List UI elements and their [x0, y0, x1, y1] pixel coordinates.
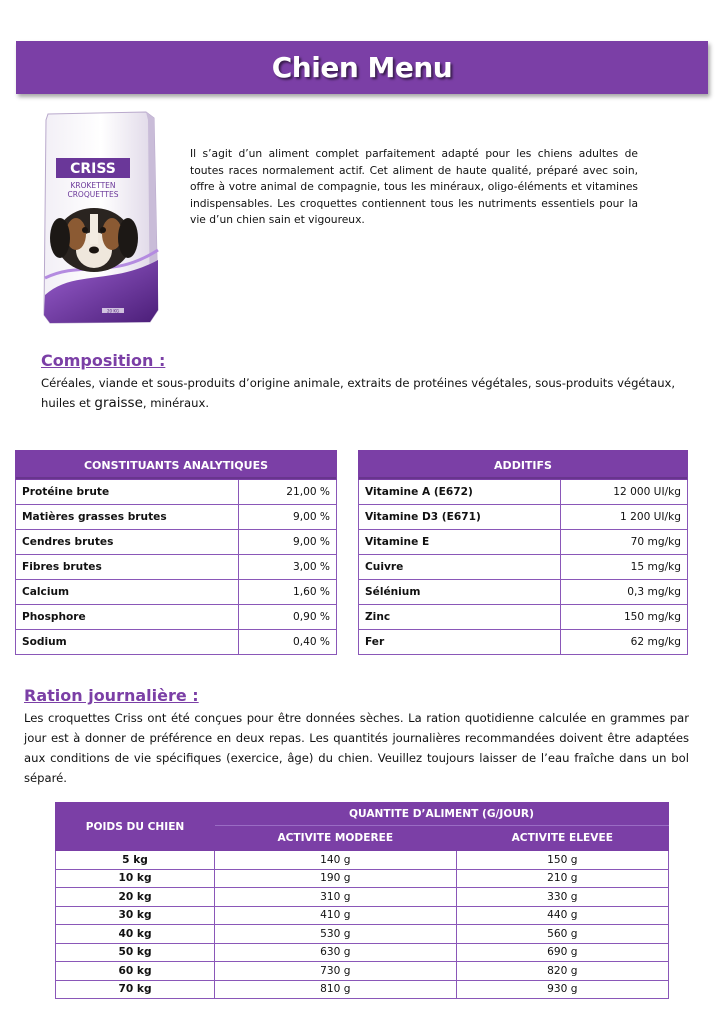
table-row [56, 925, 669, 944]
row-label: Fer [359, 630, 561, 655]
high-quantity-cell: 150 g [456, 851, 668, 870]
row-value: 21,00 % [239, 480, 337, 505]
table-row [359, 530, 688, 555]
bag-weight: 20 KG [106, 308, 120, 314]
table-row [359, 580, 688, 605]
row-value: 62 mg/kg [561, 630, 688, 655]
moderate-quantity-cell: 310 g [215, 888, 457, 907]
table-row [56, 906, 669, 925]
intro-paragraph: Il s’agit d’un aliment complet parfaitement adapté pour les chiens adultes de toutes races normalement actif. Cet aliment de haute qualité, préparé avec soin, offre à votre animal de compagnie, tous les minéraux, oligo-éléments et vitamines indispensables. Les croquettes contiennent tous les nutriments essentiels pour la vie d’un chien sain et vigoureux. [190, 147, 638, 226]
table-row [359, 480, 688, 505]
row-value: 1 200 UI/kg [561, 505, 688, 530]
row-value: 0,90 % [239, 605, 337, 630]
table-row [359, 505, 688, 530]
moderate-quantity-cell: 810 g [215, 980, 457, 999]
high-quantity-cell: 820 g [456, 962, 668, 981]
dog-weight-header: POIDS DU CHIEN [56, 803, 215, 851]
row-value: 150 mg/kg [561, 605, 688, 630]
table-row [359, 555, 688, 580]
row-label: Cuivre [359, 555, 561, 580]
moderate-quantity-cell: 410 g [215, 906, 457, 925]
row-value: 3,00 % [239, 555, 337, 580]
table-row [16, 555, 337, 580]
high-quantity-cell: 690 g [456, 943, 668, 962]
ration-heading: Ration journalière : [24, 686, 199, 705]
bag-brand: CRISS [70, 161, 116, 177]
page-title: Chien Menu [271, 51, 453, 84]
bag-line2: CROQUETTES [67, 190, 119, 199]
moderate-quantity-cell: 140 g [215, 851, 457, 870]
analytical-header: CONSTITUANTS ANALYTIQUES [16, 451, 337, 480]
row-label: Vitamine A (E672) [359, 480, 561, 505]
table-row [56, 943, 669, 962]
table-row [16, 530, 337, 555]
row-label: Cendres brutes [16, 530, 239, 555]
row-value: 9,00 % [239, 505, 337, 530]
table-row [359, 630, 688, 655]
high-quantity-cell: 560 g [456, 925, 668, 944]
row-label: Zinc [359, 605, 561, 630]
composition-text-part1: Céréales, viande et sous-produits d’origine animale, extraits de protéines végétales, sous-produits végétaux, huiles et [41, 376, 676, 410]
high-quantity-cell: 330 g [456, 888, 668, 907]
row-label: Phosphore [16, 605, 239, 630]
row-value: 0,3 mg/kg [561, 580, 688, 605]
row-label: Calcium [16, 580, 239, 605]
dog-weight-cell: 10 kg [56, 869, 215, 888]
high-quantity-cell: 210 g [456, 869, 668, 888]
high-quantity-cell: 440 g [456, 906, 668, 925]
dog-weight-cell: 40 kg [56, 925, 215, 944]
table-row [16, 580, 337, 605]
table-row [56, 888, 669, 907]
dog-weight-cell: 50 kg [56, 943, 215, 962]
table-row [359, 605, 688, 630]
table-row [56, 980, 669, 999]
row-label: Vitamine D3 (E671) [359, 505, 561, 530]
food-quantity-header: QUANTITE D’ALIMENT (G/JOUR) [215, 803, 669, 826]
row-value: 12 000 UI/kg [561, 480, 688, 505]
row-label: Sodium [16, 630, 239, 655]
table-row [16, 505, 337, 530]
additives-header: ADDITIFS [359, 451, 688, 480]
table-row [56, 869, 669, 888]
composition-text-part2: , minéraux. [142, 396, 210, 410]
bag-line1: KROKETTEN [70, 181, 116, 190]
row-value: 15 mg/kg [561, 555, 688, 580]
moderate-quantity-cell: 730 g [215, 962, 457, 981]
composition-heading: Composition : [41, 351, 166, 370]
table-row [16, 480, 337, 505]
dog-weight-cell: 30 kg [56, 906, 215, 925]
moderate-quantity-cell: 630 g [215, 943, 457, 962]
moderate-activity-header: ACTIVITE MODEREE [215, 826, 457, 851]
ration-text: Les croquettes Criss ont été conçues pour être données sèches. La ration quotidienne calculée en grammes par jour est à donner de préférence en deux repas. Les quantités journalières recommandées doivent être adaptées aux conditions de vie spécifiques (exercice, âge) du chien. Veuillez toujours laisser de l’eau fraîche dans un bol séparé. [24, 711, 689, 785]
row-label: Sélénium [359, 580, 561, 605]
additives-table [358, 450, 688, 655]
daily-ration-table [55, 802, 669, 999]
row-label: Protéine brute [16, 480, 239, 505]
high-activity-header: ACTIVITE ELEVEE [456, 826, 668, 851]
moderate-quantity-cell: 530 g [215, 925, 457, 944]
high-quantity-cell: 930 g [456, 980, 668, 999]
row-label: Fibres brutes [16, 555, 239, 580]
row-label: Matières grasses brutes [16, 505, 239, 530]
title-banner [16, 41, 708, 94]
table-row [16, 605, 337, 630]
row-value: 70 mg/kg [561, 530, 688, 555]
analytical-constituents-table [15, 450, 337, 655]
table-row [56, 962, 669, 981]
row-label: Vitamine E [359, 530, 561, 555]
row-value: 9,00 % [239, 530, 337, 555]
row-value: 1,60 % [239, 580, 337, 605]
product-bag-image [42, 110, 164, 325]
table-row [56, 851, 669, 870]
dog-weight-cell: 70 kg [56, 980, 215, 999]
dog-weight-cell: 5 kg [56, 851, 215, 870]
composition-text [41, 373, 701, 413]
dog-weight-cell: 60 kg [56, 962, 215, 981]
row-value: 0,40 % [239, 630, 337, 655]
moderate-quantity-cell: 190 g [215, 869, 457, 888]
table-row [16, 630, 337, 655]
dog-weight-cell: 20 kg [56, 888, 215, 907]
composition-text-large-word: graisse [94, 395, 143, 411]
